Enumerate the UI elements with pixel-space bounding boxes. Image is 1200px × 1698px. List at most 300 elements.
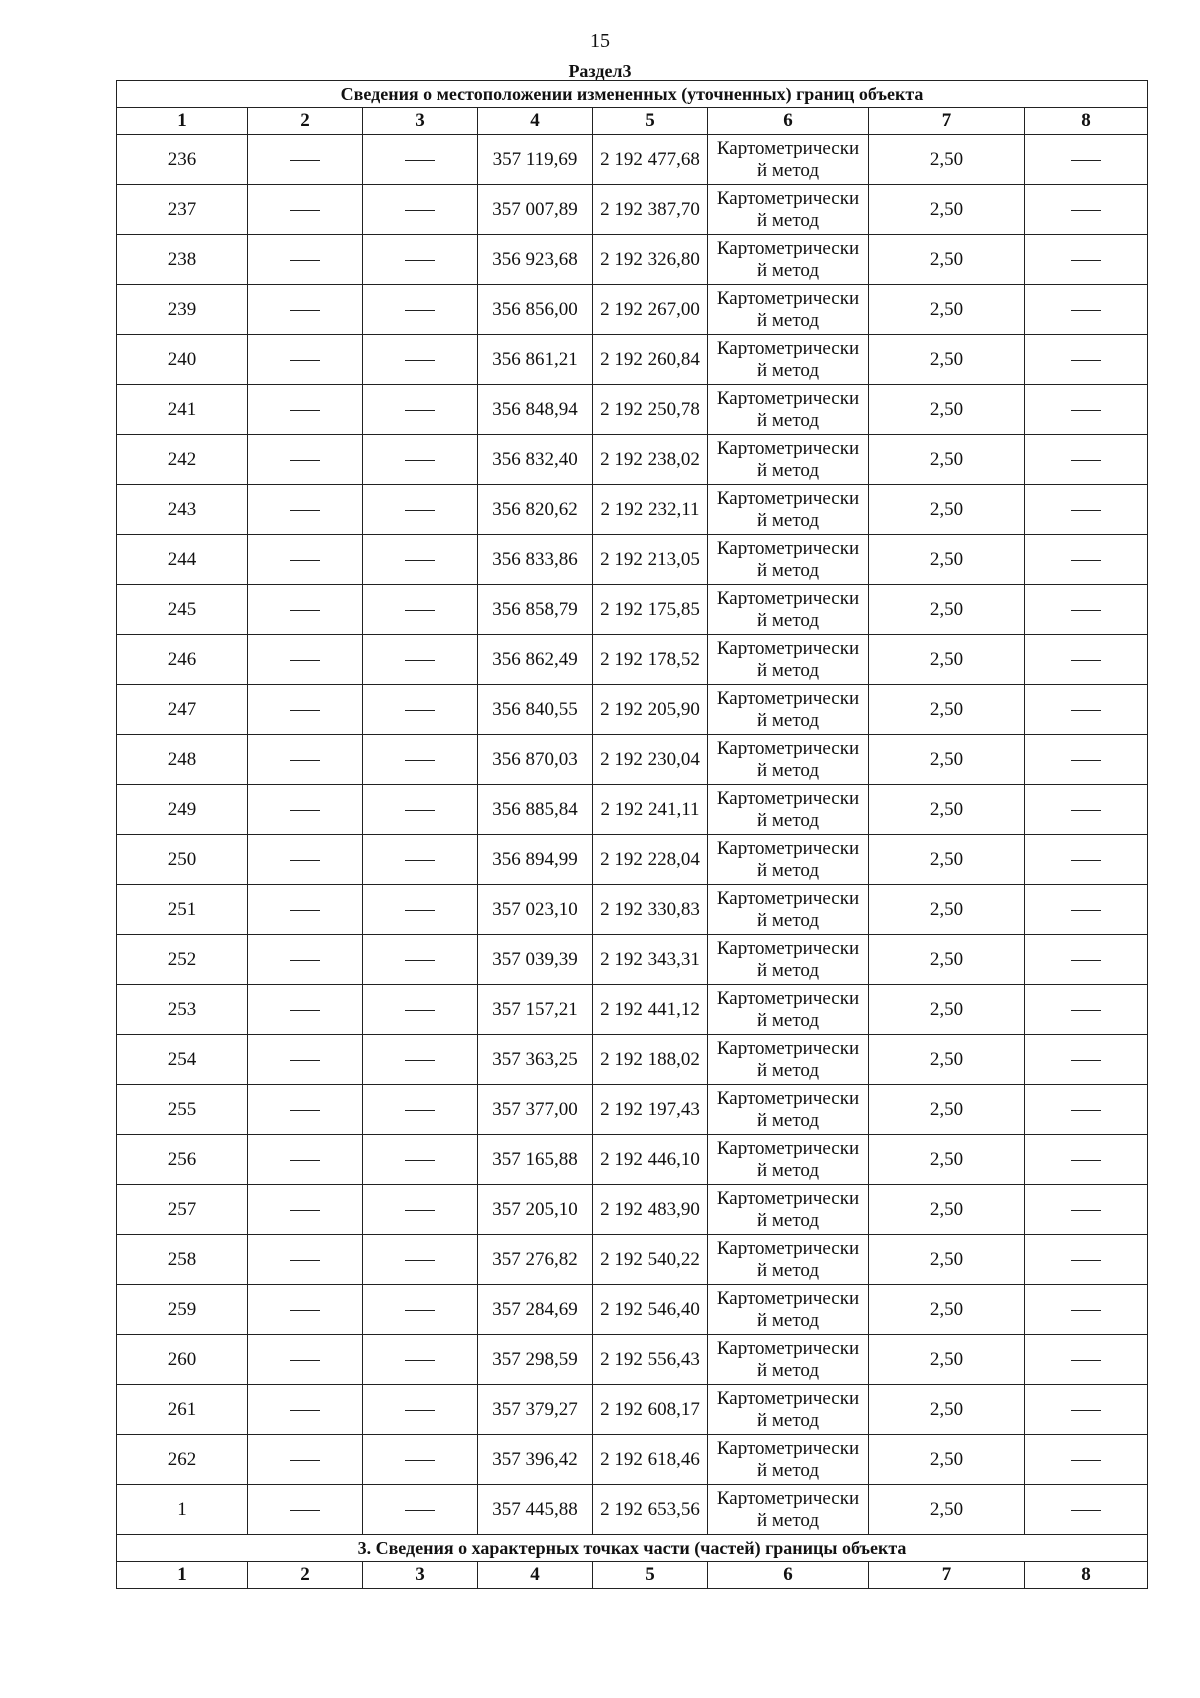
accuracy-cell: 2,50 xyxy=(869,135,1025,185)
method-cell: Картометрически й метод xyxy=(708,135,869,185)
section-label: Раздел3 xyxy=(568,61,632,81)
dash-mark xyxy=(290,810,320,811)
table-row xyxy=(117,1035,1148,1085)
dash-mark xyxy=(405,1160,435,1161)
y-coordinate-cell: 2 192 228,04 xyxy=(593,835,708,885)
empty-dash-cell xyxy=(363,485,478,535)
table-row xyxy=(117,1135,1148,1185)
dash-mark xyxy=(1071,310,1101,311)
dash-mark xyxy=(290,860,320,861)
accuracy-cell: 2,50 xyxy=(869,485,1025,535)
table-row xyxy=(117,1435,1148,1485)
accuracy-cell: 2,50 xyxy=(869,185,1025,235)
column-header: 3 xyxy=(363,108,478,135)
dash-mark xyxy=(1071,210,1101,211)
y-coordinate-cell: 2 192 175,85 xyxy=(593,585,708,635)
empty-dash-cell xyxy=(248,635,363,685)
empty-dash-cell xyxy=(1025,1035,1148,1085)
dash-mark xyxy=(405,1460,435,1461)
x-coordinate-cell: 356 856,00 xyxy=(478,285,593,335)
dash-mark xyxy=(1071,710,1101,711)
empty-dash-cell xyxy=(1025,685,1148,735)
empty-dash-cell xyxy=(248,435,363,485)
dash-mark xyxy=(290,1260,320,1261)
x-coordinate-cell: 357 007,89 xyxy=(478,185,593,235)
method-cell: Картометрически й метод xyxy=(708,685,869,735)
dash-mark xyxy=(290,1010,320,1011)
x-coordinate-cell: 357 039,39 xyxy=(478,935,593,985)
y-coordinate-cell: 2 192 238,02 xyxy=(593,435,708,485)
table-row xyxy=(117,485,1148,535)
dash-mark xyxy=(405,1060,435,1061)
dash-mark xyxy=(1071,1060,1101,1061)
dash-mark xyxy=(290,460,320,461)
accuracy-cell: 2,50 xyxy=(869,335,1025,385)
dash-mark xyxy=(290,1110,320,1111)
method-cell: Картометрически й метод xyxy=(708,585,869,635)
point-number-cell: 239 xyxy=(117,285,248,335)
x-coordinate-cell: 356 833,86 xyxy=(478,535,593,585)
column-header: 5 xyxy=(593,108,708,135)
empty-dash-cell xyxy=(363,735,478,785)
accuracy-cell: 2,50 xyxy=(869,585,1025,635)
accuracy-cell: 2,50 xyxy=(869,685,1025,735)
y-coordinate-cell: 2 192 178,52 xyxy=(593,635,708,685)
table-row xyxy=(117,935,1148,985)
column-header: 5 xyxy=(593,1562,708,1589)
x-coordinate-cell: 357 165,88 xyxy=(478,1135,593,1185)
y-coordinate-cell: 2 192 483,90 xyxy=(593,1185,708,1235)
dash-mark xyxy=(405,310,435,311)
accuracy-cell: 2,50 xyxy=(869,1335,1025,1385)
empty-dash-cell xyxy=(363,235,478,285)
dash-mark xyxy=(290,910,320,911)
method-cell: Картометрически й метод xyxy=(708,485,869,535)
point-number-cell: 261 xyxy=(117,1385,248,1435)
method-cell: Картометрически й метод xyxy=(708,985,869,1035)
empty-dash-cell xyxy=(1025,785,1148,835)
empty-dash-cell xyxy=(363,635,478,685)
x-coordinate-cell: 357 284,69 xyxy=(478,1285,593,1335)
y-coordinate-cell: 2 192 441,12 xyxy=(593,985,708,1035)
table-row xyxy=(117,235,1148,285)
x-coordinate-cell: 356 885,84 xyxy=(478,785,593,835)
column-header: 4 xyxy=(478,1562,593,1589)
table-row xyxy=(117,435,1148,485)
accuracy-cell: 2,50 xyxy=(869,985,1025,1035)
dash-mark xyxy=(1071,460,1101,461)
dash-mark xyxy=(1071,1460,1101,1461)
dash-mark xyxy=(1071,1310,1101,1311)
dash-mark xyxy=(290,410,320,411)
table-row xyxy=(117,1285,1148,1335)
point-number-cell: 251 xyxy=(117,885,248,935)
dash-mark xyxy=(1071,510,1101,511)
accuracy-cell: 2,50 xyxy=(869,1235,1025,1285)
accuracy-cell: 2,50 xyxy=(869,385,1025,435)
empty-dash-cell xyxy=(1025,135,1148,185)
empty-dash-cell xyxy=(248,1435,363,1485)
table-row xyxy=(117,535,1148,585)
dash-mark xyxy=(290,510,320,511)
method-cell: Картометрически й метод xyxy=(708,185,869,235)
dash-mark xyxy=(405,960,435,961)
dash-mark xyxy=(405,210,435,211)
empty-dash-cell xyxy=(1025,635,1148,685)
method-cell: Картометрически й метод xyxy=(708,285,869,335)
dash-mark xyxy=(1071,260,1101,261)
method-cell: Картометрически й метод xyxy=(708,1235,869,1285)
y-coordinate-cell: 2 192 653,56 xyxy=(593,1485,708,1535)
point-number-cell: 248 xyxy=(117,735,248,785)
table-row xyxy=(117,335,1148,385)
dash-mark xyxy=(405,1010,435,1011)
accuracy-cell: 2,50 xyxy=(869,1435,1025,1485)
empty-dash-cell xyxy=(1025,1285,1148,1335)
table-row xyxy=(117,685,1148,735)
point-number-cell: 254 xyxy=(117,1035,248,1085)
point-number-cell: 236 xyxy=(117,135,248,185)
method-cell: Картометрически й метод xyxy=(708,1435,869,1485)
point-number-cell: 252 xyxy=(117,935,248,985)
point-number-cell: 241 xyxy=(117,385,248,435)
dash-mark xyxy=(1071,910,1101,911)
point-number-cell: 243 xyxy=(117,485,248,535)
dash-mark xyxy=(405,510,435,511)
empty-dash-cell xyxy=(1025,1485,1148,1535)
method-cell: Картометрически й метод xyxy=(708,735,869,785)
dash-mark xyxy=(290,610,320,611)
x-coordinate-cell: 356 861,21 xyxy=(478,335,593,385)
x-coordinate-cell: 357 396,42 xyxy=(478,1435,593,1485)
empty-dash-cell xyxy=(363,285,478,335)
empty-dash-cell xyxy=(1025,335,1148,385)
method-cell: Картометрически й метод xyxy=(708,335,869,385)
empty-dash-cell xyxy=(248,735,363,785)
point-number-cell: 240 xyxy=(117,335,248,385)
empty-dash-cell xyxy=(363,1435,478,1485)
empty-dash-cell xyxy=(248,285,363,335)
empty-dash-cell xyxy=(248,1135,363,1185)
x-coordinate-cell: 356 848,94 xyxy=(478,385,593,435)
method-cell: Картометрически й метод xyxy=(708,1285,869,1335)
dash-mark xyxy=(290,1410,320,1411)
dash-mark xyxy=(290,1060,320,1061)
empty-dash-cell xyxy=(1025,285,1148,335)
dash-mark xyxy=(290,1310,320,1311)
accuracy-cell: 2,50 xyxy=(869,835,1025,885)
point-number-cell: 257 xyxy=(117,1185,248,1235)
method-cell: Картометрически й метод xyxy=(708,235,869,285)
empty-dash-cell xyxy=(363,135,478,185)
accuracy-cell: 2,50 xyxy=(869,1135,1025,1185)
dash-mark xyxy=(1071,1510,1101,1511)
y-coordinate-cell: 2 192 618,46 xyxy=(593,1435,708,1485)
dash-mark xyxy=(1071,1010,1101,1011)
empty-dash-cell xyxy=(363,1035,478,1085)
empty-dash-cell xyxy=(1025,735,1148,785)
dash-mark xyxy=(405,560,435,561)
method-cell: Картометрически й метод xyxy=(708,1485,869,1535)
table-row xyxy=(117,285,1148,335)
x-coordinate-cell: 357 377,00 xyxy=(478,1085,593,1135)
empty-dash-cell xyxy=(248,1235,363,1285)
column-header: 2 xyxy=(248,108,363,135)
table-row xyxy=(117,585,1148,635)
dash-mark xyxy=(1071,410,1101,411)
section3-header-row xyxy=(117,1562,1148,1589)
column-header: 4 xyxy=(478,108,593,135)
point-number-cell: 1 xyxy=(117,1485,248,1535)
method-cell: Картометрически й метод xyxy=(708,385,869,435)
y-coordinate-cell: 2 192 330,83 xyxy=(593,885,708,935)
empty-dash-cell xyxy=(363,1135,478,1185)
dash-mark xyxy=(290,1460,320,1461)
y-coordinate-cell: 2 192 343,31 xyxy=(593,935,708,985)
empty-dash-cell xyxy=(1025,1085,1148,1135)
empty-dash-cell xyxy=(248,1085,363,1135)
empty-dash-cell xyxy=(1025,535,1148,585)
empty-dash-cell xyxy=(363,685,478,735)
empty-dash-cell xyxy=(363,535,478,585)
empty-dash-cell xyxy=(363,435,478,485)
table-row xyxy=(117,985,1148,1035)
y-coordinate-cell: 2 192 546,40 xyxy=(593,1285,708,1335)
accuracy-cell: 2,50 xyxy=(869,885,1025,935)
point-number-cell: 256 xyxy=(117,1135,248,1185)
page-number: 15 xyxy=(590,30,610,52)
y-coordinate-cell: 2 192 556,43 xyxy=(593,1335,708,1385)
empty-dash-cell xyxy=(1025,1235,1148,1285)
dash-mark xyxy=(1071,160,1101,161)
x-coordinate-cell: 356 832,40 xyxy=(478,435,593,485)
table-row xyxy=(117,635,1148,685)
y-coordinate-cell: 2 192 446,10 xyxy=(593,1135,708,1185)
empty-dash-cell xyxy=(248,685,363,735)
column-header: 7 xyxy=(869,108,1025,135)
dash-mark xyxy=(1071,660,1101,661)
method-cell: Картометрически й метод xyxy=(708,1335,869,1385)
point-number-cell: 242 xyxy=(117,435,248,485)
x-coordinate-cell: 357 445,88 xyxy=(478,1485,593,1535)
table-title: Сведения о местоположении измененных (уточненных) границ объекта xyxy=(117,81,1148,108)
table-row xyxy=(117,735,1148,785)
empty-dash-cell xyxy=(248,1385,363,1435)
accuracy-cell: 2,50 xyxy=(869,285,1025,335)
empty-dash-cell xyxy=(248,985,363,1035)
y-coordinate-cell: 2 192 197,43 xyxy=(593,1085,708,1135)
x-coordinate-cell: 356 820,62 xyxy=(478,485,593,535)
empty-dash-cell xyxy=(1025,935,1148,985)
column-header: 1 xyxy=(117,108,248,135)
column-header: 8 xyxy=(1025,108,1148,135)
y-coordinate-cell: 2 192 260,84 xyxy=(593,335,708,385)
empty-dash-cell xyxy=(363,585,478,635)
dash-mark xyxy=(405,460,435,461)
table-row xyxy=(117,785,1148,835)
table-row xyxy=(117,135,1148,185)
x-coordinate-cell: 357 119,69 xyxy=(478,135,593,185)
point-number-cell: 260 xyxy=(117,1335,248,1385)
dash-mark xyxy=(1071,560,1101,561)
empty-dash-cell xyxy=(363,1335,478,1385)
method-cell: Картометрически й метод xyxy=(708,435,869,485)
table-title-row xyxy=(117,81,1148,108)
accuracy-cell: 2,50 xyxy=(869,935,1025,985)
dash-mark xyxy=(1071,1210,1101,1211)
method-cell: Картометрически й метод xyxy=(708,1035,869,1085)
empty-dash-cell xyxy=(248,585,363,635)
accuracy-cell: 2,50 xyxy=(869,1385,1025,1435)
y-coordinate-cell: 2 192 241,11 xyxy=(593,785,708,835)
empty-dash-cell xyxy=(363,885,478,935)
y-coordinate-cell: 2 192 232,11 xyxy=(593,485,708,535)
method-cell: Картометрически й метод xyxy=(708,1085,869,1135)
table-row xyxy=(117,1235,1148,1285)
accuracy-cell: 2,50 xyxy=(869,1485,1025,1535)
empty-dash-cell xyxy=(363,1085,478,1135)
column-header: 6 xyxy=(708,108,869,135)
dash-mark xyxy=(405,410,435,411)
dash-mark xyxy=(1071,1110,1101,1111)
accuracy-cell: 2,50 xyxy=(869,1035,1025,1085)
column-header-row xyxy=(117,108,1148,135)
empty-dash-cell xyxy=(248,1035,363,1085)
table-row xyxy=(117,1085,1148,1135)
table-row xyxy=(117,185,1148,235)
x-coordinate-cell: 357 379,27 xyxy=(478,1385,593,1435)
accuracy-cell: 2,50 xyxy=(869,235,1025,285)
empty-dash-cell xyxy=(248,835,363,885)
empty-dash-cell xyxy=(1025,1385,1148,1435)
column-header: 8 xyxy=(1025,1562,1148,1589)
column-header: 3 xyxy=(363,1562,478,1589)
x-coordinate-cell: 356 840,55 xyxy=(478,685,593,735)
point-number-cell: 249 xyxy=(117,785,248,835)
empty-dash-cell xyxy=(363,1285,478,1335)
dash-mark xyxy=(1071,960,1101,961)
empty-dash-cell xyxy=(1025,1435,1148,1485)
empty-dash-cell xyxy=(363,335,478,385)
dash-mark xyxy=(405,360,435,361)
x-coordinate-cell: 357 023,10 xyxy=(478,885,593,935)
dash-mark xyxy=(1071,610,1101,611)
dash-mark xyxy=(405,1210,435,1211)
dash-mark xyxy=(290,560,320,561)
empty-dash-cell xyxy=(363,835,478,885)
dash-mark xyxy=(290,1210,320,1211)
dash-mark xyxy=(405,1360,435,1361)
point-number-cell: 255 xyxy=(117,1085,248,1135)
empty-dash-cell xyxy=(1025,235,1148,285)
dash-mark xyxy=(1071,1360,1101,1361)
empty-dash-cell xyxy=(1025,885,1148,935)
dash-mark xyxy=(405,760,435,761)
accuracy-cell: 2,50 xyxy=(869,435,1025,485)
point-number-cell: 246 xyxy=(117,635,248,685)
empty-dash-cell xyxy=(1025,585,1148,635)
dash-mark xyxy=(1071,1410,1101,1411)
dash-mark xyxy=(405,1110,435,1111)
accuracy-cell: 2,50 xyxy=(869,635,1025,685)
dash-mark xyxy=(405,810,435,811)
dash-mark xyxy=(405,1260,435,1261)
point-number-cell: 258 xyxy=(117,1235,248,1285)
empty-dash-cell xyxy=(248,185,363,235)
table-row xyxy=(117,1335,1148,1385)
empty-dash-cell xyxy=(1025,985,1148,1035)
y-coordinate-cell: 2 192 205,90 xyxy=(593,685,708,735)
point-number-cell: 237 xyxy=(117,185,248,235)
dash-mark xyxy=(290,760,320,761)
accuracy-cell: 2,50 xyxy=(869,1285,1025,1335)
section3-title-row xyxy=(117,1535,1148,1562)
empty-dash-cell xyxy=(1025,1135,1148,1185)
x-coordinate-cell: 357 157,21 xyxy=(478,985,593,1035)
dash-mark xyxy=(1071,1160,1101,1161)
method-cell: Картометрически й метод xyxy=(708,785,869,835)
dash-mark xyxy=(1071,760,1101,761)
empty-dash-cell xyxy=(248,385,363,435)
empty-dash-cell xyxy=(248,1485,363,1535)
accuracy-cell: 2,50 xyxy=(869,735,1025,785)
empty-dash-cell xyxy=(1025,1335,1148,1385)
accuracy-cell: 2,50 xyxy=(869,1085,1025,1135)
empty-dash-cell xyxy=(248,1285,363,1335)
empty-dash-cell xyxy=(1025,385,1148,435)
empty-dash-cell xyxy=(248,235,363,285)
empty-dash-cell xyxy=(1025,485,1148,535)
method-cell: Картометрически й метод xyxy=(708,935,869,985)
accuracy-cell: 2,50 xyxy=(869,1185,1025,1235)
empty-dash-cell xyxy=(248,1185,363,1235)
point-number-cell: 244 xyxy=(117,535,248,585)
dash-mark xyxy=(405,610,435,611)
point-number-cell: 253 xyxy=(117,985,248,1035)
x-coordinate-cell: 356 862,49 xyxy=(478,635,593,685)
dash-mark xyxy=(1071,860,1101,861)
dash-mark xyxy=(290,710,320,711)
point-number-cell: 238 xyxy=(117,235,248,285)
empty-dash-cell xyxy=(248,1335,363,1385)
table-row xyxy=(117,1185,1148,1235)
y-coordinate-cell: 2 192 250,78 xyxy=(593,385,708,435)
empty-dash-cell xyxy=(1025,435,1148,485)
empty-dash-cell xyxy=(248,535,363,585)
column-header: 6 xyxy=(708,1562,869,1589)
x-coordinate-cell: 357 276,82 xyxy=(478,1235,593,1285)
dash-mark xyxy=(405,260,435,261)
dash-mark xyxy=(1071,360,1101,361)
table-row xyxy=(117,1485,1148,1535)
column-header: 1 xyxy=(117,1562,248,1589)
x-coordinate-cell: 357 298,59 xyxy=(478,1335,593,1385)
table-row xyxy=(117,1385,1148,1435)
x-coordinate-cell: 356 923,68 xyxy=(478,235,593,285)
dash-mark xyxy=(290,960,320,961)
point-number-cell: 259 xyxy=(117,1285,248,1335)
dash-mark xyxy=(405,910,435,911)
dash-mark xyxy=(405,860,435,861)
empty-dash-cell xyxy=(363,185,478,235)
dash-mark xyxy=(290,1160,320,1161)
dash-mark xyxy=(290,1510,320,1511)
empty-dash-cell xyxy=(248,785,363,835)
empty-dash-cell xyxy=(363,1235,478,1285)
column-header: 7 xyxy=(869,1562,1025,1589)
accuracy-cell: 2,50 xyxy=(869,535,1025,585)
dash-mark xyxy=(290,260,320,261)
